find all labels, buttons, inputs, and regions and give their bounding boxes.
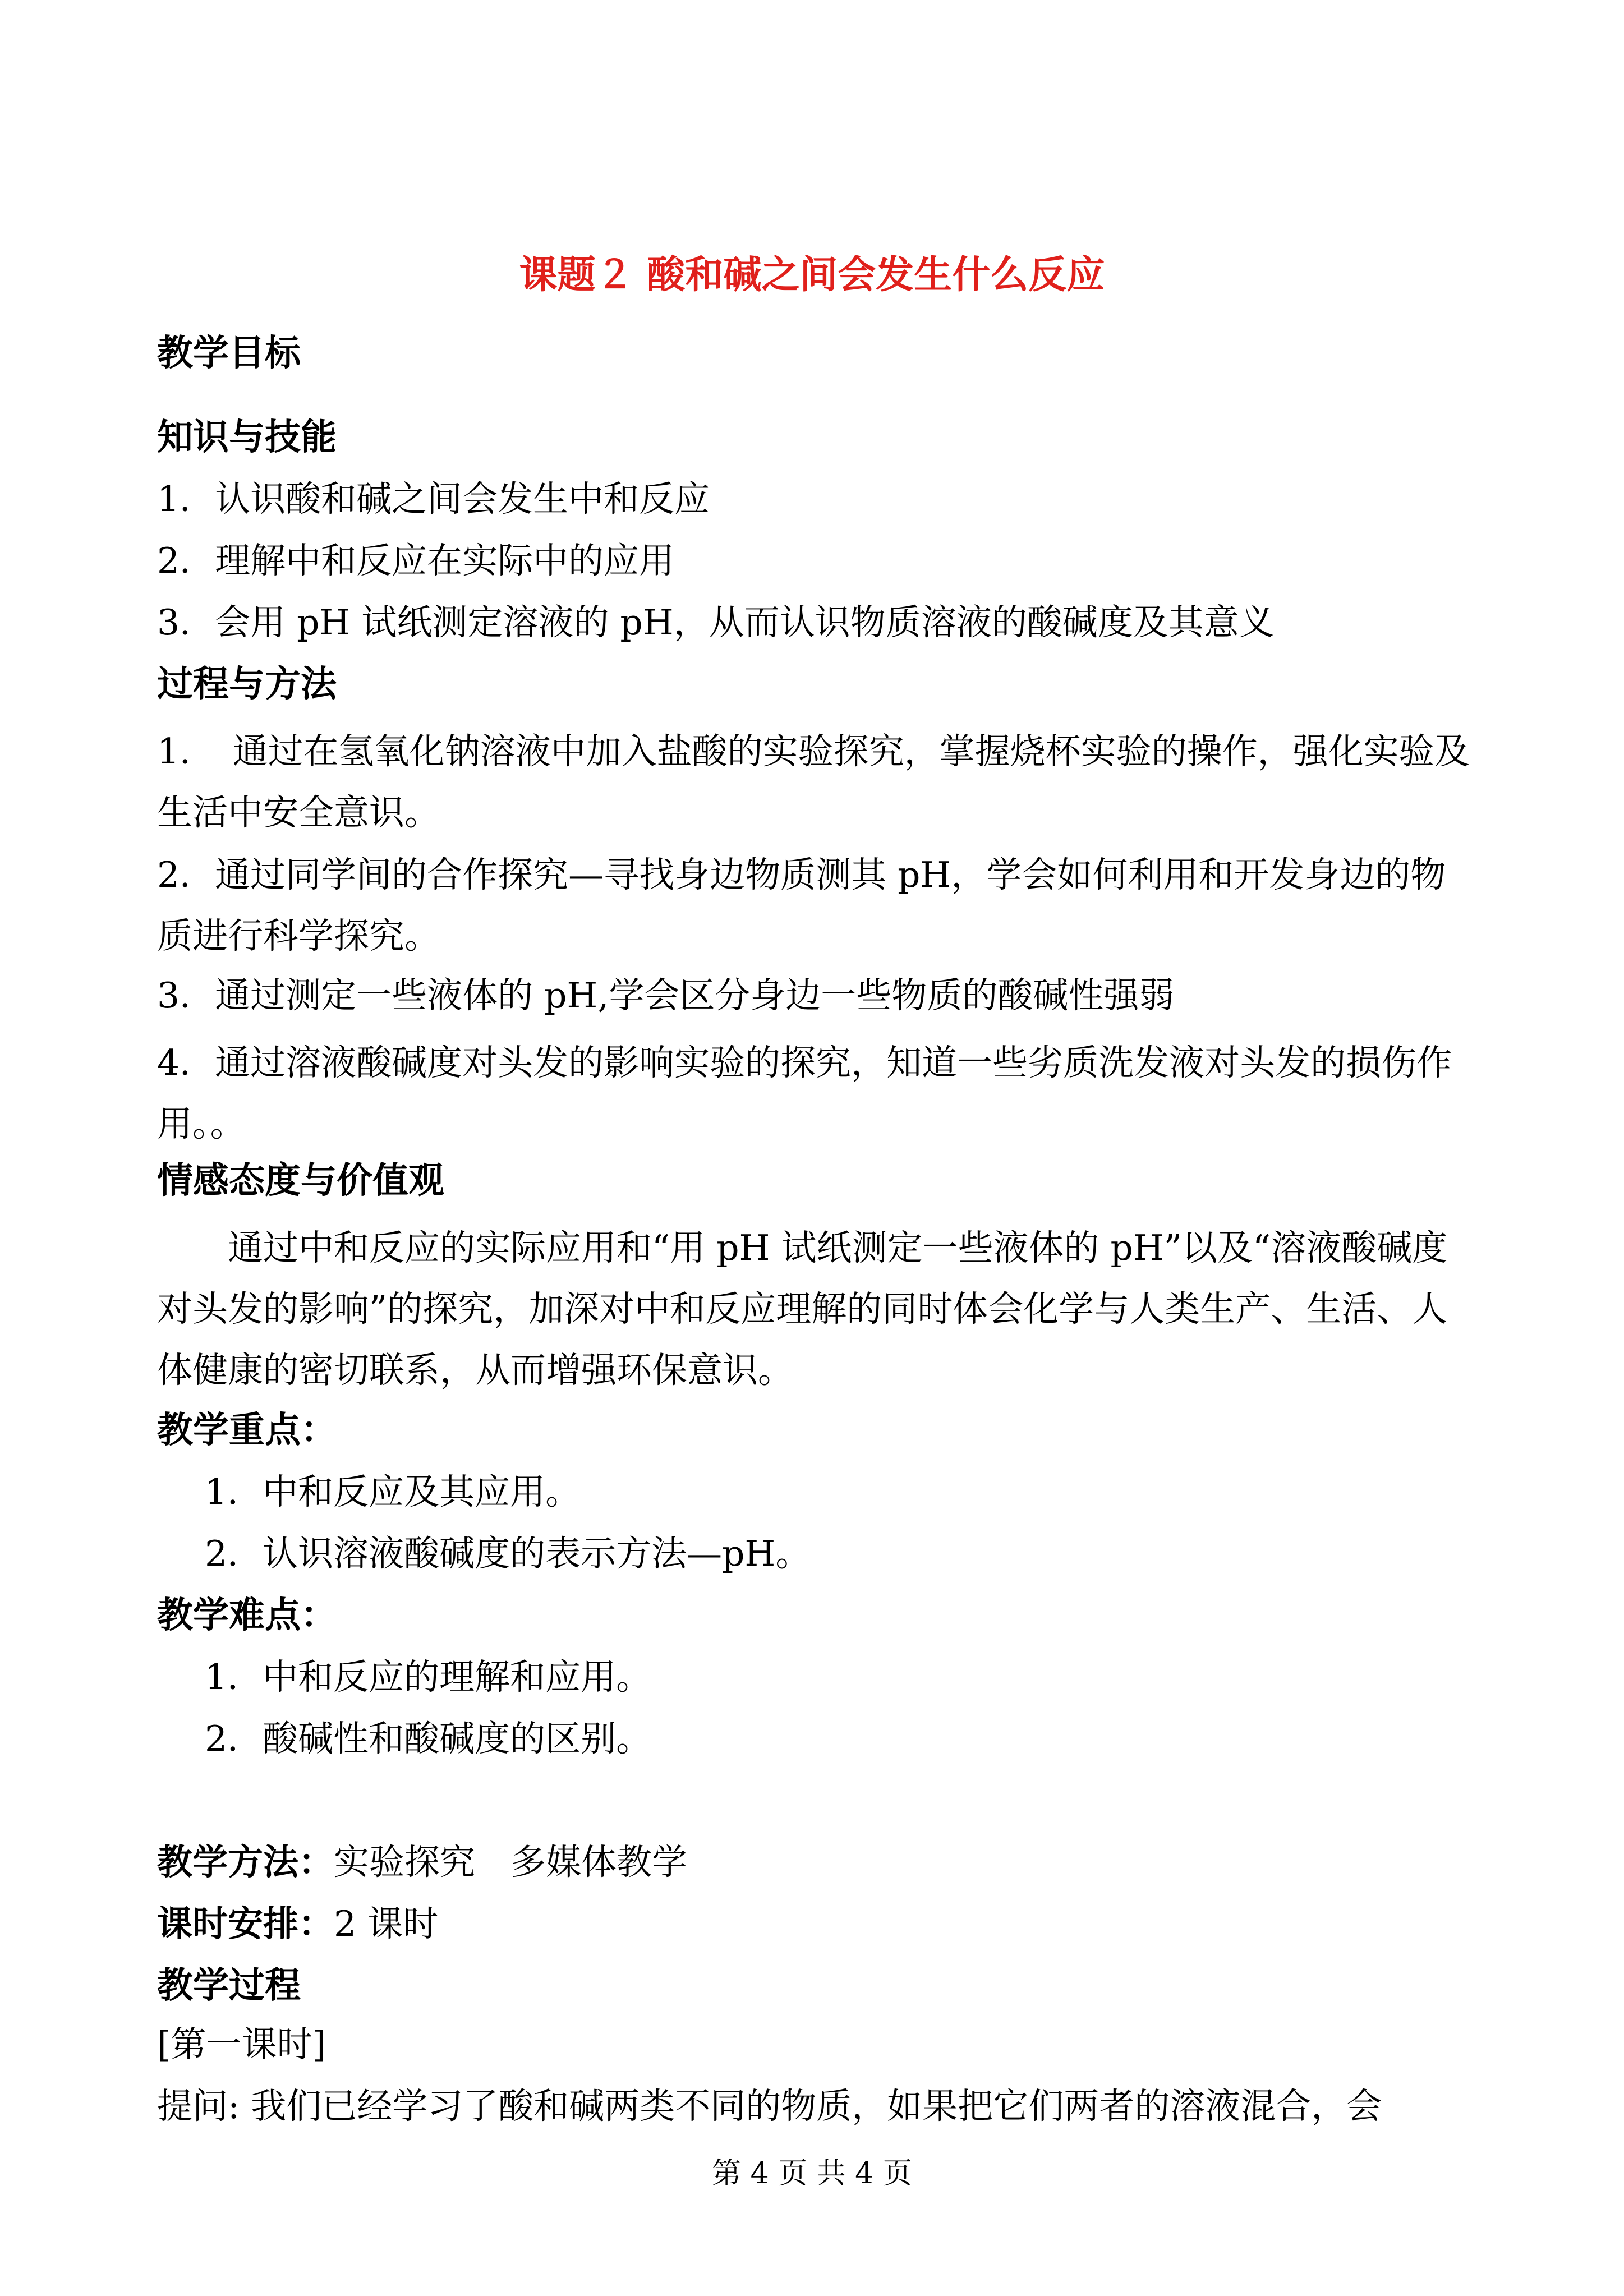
lesson-schedule [157,1899,438,1949]
teaching-method [157,1837,687,1888]
page-footer: 第 4 页 共 4 页 [712,2157,912,2191]
process-item-2: 2．通过同学间的合作探究—寻找身边物质测其 pH，学会如何利用和开发身边的物质进行科学探究。 [157,854,1446,956]
lesson-schedule-label: 课时安排： [157,1903,334,1944]
key-point-1: 1．中和反应及其应用。 [205,1471,581,1512]
difficult-point-1: 1．中和反应的理解和应用。 [205,1657,652,1697]
heading-emotion-values: 情感态度与价值观 [157,1160,444,1202]
process-item-1: 1． 通过在氢氧化钠溶液中加入盐酸的实验探究，掌握烧杯实验的操作，强化实验及生活中安全意识。 [157,731,1470,833]
heading-teaching-goals: 教学目标 [157,333,301,374]
knowledge-item-1: 1．认识酸和碱之间会发生中和反应 [157,478,710,519]
question-text: 提问: 我们已经学习了酸和碱两类不同的物质，如果把它们两者的溶液混合，会 [157,2086,1382,2127]
difficult-point-2: 2．酸碱性和酸碱度的区别。 [205,1718,652,1759]
process-item-4: 4．通过溶液酸碱度对头发的影响实验的探究，知道一些劣质洗发液对头发的损伤作用。。 [157,1042,1452,1144]
knowledge-item-2: 2．理解中和反应在实际中的应用 [157,540,675,581]
process-item-3: 3．通过测定一些液体的 pH,学会区分身边一些物质的酸碱性强弱 [157,975,1175,1016]
knowledge-item-3: 3．会用 pH 试纸测定溶液的 pH，从而认识物质溶液的酸碱度及其意义 [157,602,1275,643]
first-lesson-label: [第一课时] [157,2024,326,2065]
emotion-values-paragraph: 通过中和反应的实际应用和“用 pH 试纸测定一些液体的 pH”以及“溶液酸碱度对头发的影响”的探究，加深对中和反应理解的同时体会化学与人类生产、生活、人体健康的密切联系，从而增强环保意识。 [157,1227,1448,1391]
heading-process-methods: 过程与方法 [157,664,337,705]
document-title: 课题２ 酸和碱之间会发生什么反应 [519,252,1105,297]
key-point-2: 2．认识溶液酸碱度的表示方法—pH。 [205,1533,811,1574]
teaching-method-value: 实验探究 多媒体教学 [334,1842,687,1883]
lesson-schedule-value: 2 课时 [334,1903,439,1944]
heading-knowledge-skills: 知识与技能 [157,417,337,458]
heading-teaching-process: 教学过程 [157,1965,301,2007]
heading-difficult-points: 教学难点： [157,1595,337,1636]
teaching-method-label: 教学方法： [157,1842,334,1883]
heading-key-points: 教学重点： [157,1410,337,1451]
